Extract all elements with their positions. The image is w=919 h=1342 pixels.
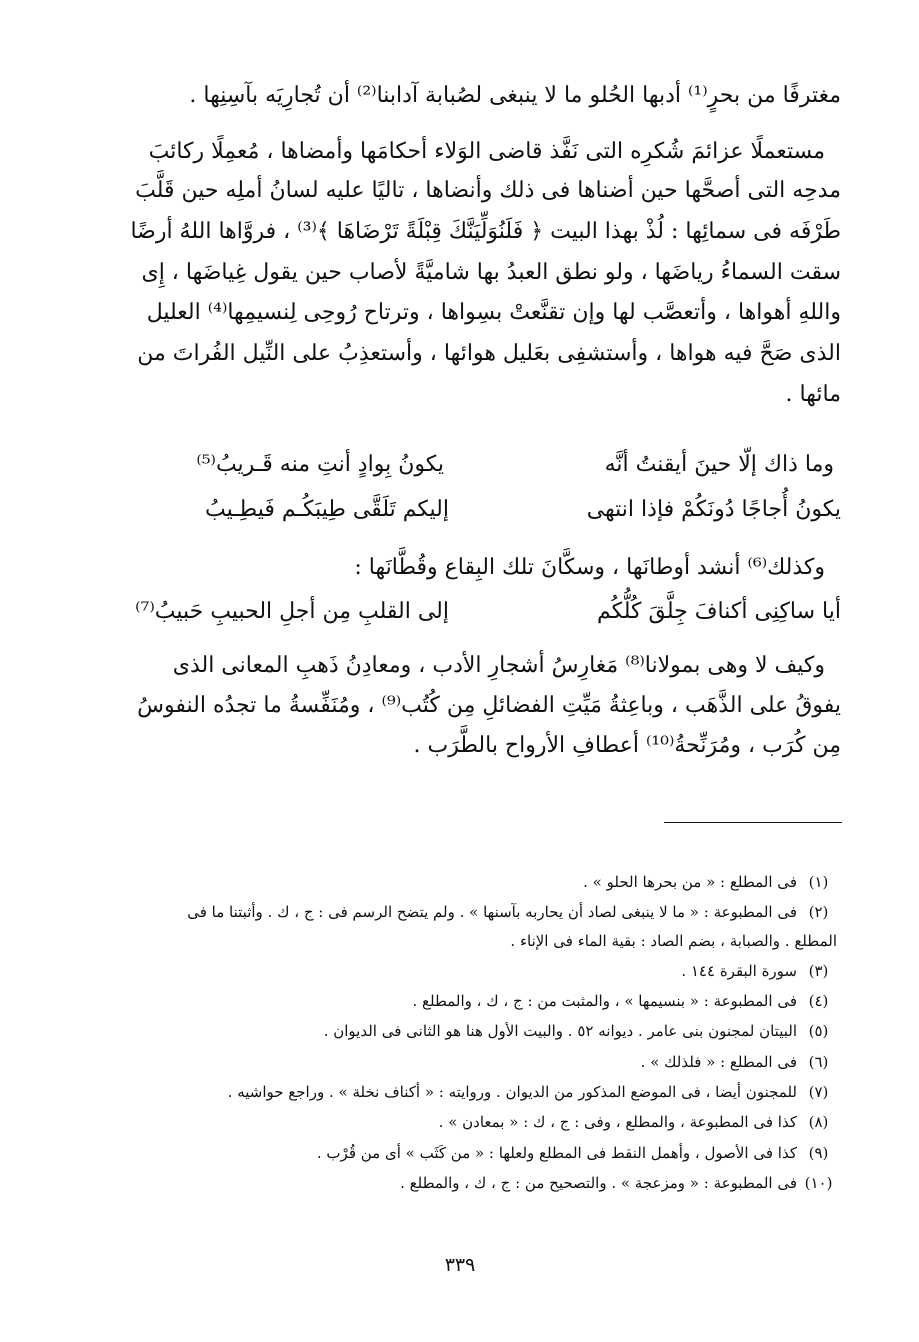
footnote-text: فى المطبوعة : « ومزعجة » . والتصحيح من : ج ، ك ، والمطلع . <box>400 1174 797 1192</box>
footnote-number: (٥) <box>808 1022 829 1040</box>
footnote-number: (٧) <box>808 1083 829 1101</box>
verse-hemistich: يكونُ أُجاجًا دُونَكُمْ فإذا انتهى <box>586 497 841 522</box>
verse-hemistich: وما ذاك إلّا حينَ أيقنتُ أنَّه <box>604 452 834 477</box>
footnote-number: (٦) <box>808 1053 829 1071</box>
footnote-text: فى المطلع : « من بحرها الحلو » . <box>583 873 797 891</box>
body-line: مائها . <box>785 382 841 407</box>
verse-hemistich: إلى القلبِ مِن أجلِ الحبيبِ حَبيبُ⁽⁷⁾ <box>135 599 449 624</box>
footnote-number: (٢) <box>808 903 829 921</box>
footnote-text: فى المطبوعة : « بنسيمها » ، والمثبت من : ج ، ك ، والمطلع . <box>412 992 797 1010</box>
footnote-number: (٩) <box>808 1144 829 1162</box>
footnote-number: (١٠) <box>804 1174 833 1192</box>
footnote-text: فى المطبوعة : « ما لا ينبغى لصاد أن يحاربه بآسنها » . ولم يتضح الرسم فى : ج ، ك . وأثبتنا ما فى <box>187 903 797 921</box>
body-line: سقت السماءُ رياضَها ، ولو نطق العبدُ بها شاميَّةً لأصاب حين يقول غِياضَها ، إِى <box>141 260 841 285</box>
verse-hemistich: إليكم تَلَقَّى طِيبَكُـم فَيطِـيبُ <box>204 497 449 522</box>
body-line: يفوقُ على الذَّهَب ، وباعِثةُ مَيِّتِ الفضائلِ مِن كُتُب⁽⁹⁾ ، ومُنَفِّسةُ ما تجدُه النفوسُ <box>137 693 841 718</box>
footnote-text: المطلع . والصبابة ، بضم الصاد : بقية الماء فى الإناء . <box>510 932 837 950</box>
body-line: مِن كُرَب ، ومُرَنِّحةُ⁽¹⁰⁾ أعطافِ الأرواح بالطَّرَب . <box>413 733 841 758</box>
footnote-number: (٨) <box>808 1113 829 1131</box>
body-line: واللهِ أهواها ، وأتعصَّب لها وإن تقنَّعتْ بسِواها ، وترتاح رُوحِى لِنسيمِها⁽⁴⁾ العليل <box>146 300 841 325</box>
body-line: الذى صَحَّ فيه هواها ، وأستشفِى بعَليل هوائها ، وأستعذِبُ على النِّيل الفُراتَ من <box>137 341 841 366</box>
footnote-divider <box>664 822 842 823</box>
footnote-text: كذا فى الأصول ، وأهمل النقط فى المطلع ولعلها : « من كَثَب » أى من قُرْب . <box>316 1144 797 1162</box>
verse-hemistich: أيا ساكِنِى أكنافَ جِلَّقَ كُلُّكُم <box>596 599 841 624</box>
footnote-text: البيتان لمجنون بنى عامر . ديوانه ٥٢ . والبيت الأول هنا هو الثانى فى الديوان . <box>323 1022 797 1040</box>
body-line: مستعملًا عزائمَ شُكرِه التى نَفَّذ قاضى الوَلاء أحكامَها وأمضاها ، مُعمِلًا ركائبَ <box>148 139 825 164</box>
body-line: وكيف لا وهى بمولانا⁽⁸⁾ مَغارِسُ أشجارِ الأدب ، ومعادِنُ ذَهبِ المعانى الذى <box>172 653 825 678</box>
page-number: ٣٣٩ <box>444 1254 476 1276</box>
footnote-number: (٣) <box>808 962 829 980</box>
footnote-text: للمجنون أيضا ، فى الموضع المذكور من الديوان . وروايته : « أكناف نخلة » . وراجع حواشيه . <box>227 1083 797 1101</box>
body-line: وكذلك⁽⁶⁾ أنشد أوطانَها ، وسكَّانَ تلك البِقاع وقُطَّانَها : <box>354 555 825 580</box>
verse-hemistich: يكونُ بِوادٍ أنتِ منه قَـريبُ⁽⁵⁾ <box>196 452 444 477</box>
footnote-text: سورة البقرة ١٤٤ . <box>681 962 797 980</box>
body-line: طَرْفَه فى سمائِها : لُذْ بهذا البيت ﴿ فَلَنُوَلِّيَنَّكَ قِبْلَةً تَرْضَاهَا ﴾⁽³⁾ ، فروَّاها اللهُ أرضًا <box>130 219 841 244</box>
footnote-number: (٤) <box>808 992 829 1010</box>
footnote-text: فى المطلع : « فلذلك » . <box>640 1053 797 1071</box>
body-line: مغترفًا من بحرٍ⁽¹⁾ أدبها الحُلو ما لا ينبغى لصُبابة آدابنا⁽²⁾ أن تُجارِيَه بآسِنِها . <box>189 83 841 108</box>
footnote-text: كذا فى المطبوعة ، والمطلع ، وفى : ج ، ك : « بمعادن » . <box>438 1113 797 1131</box>
body-line: مدحِه التى أصحَّها حين أضناها فى ذلك وأنضاها ، تاليًا عليه لسانُ أملِه حين قَلَّبَ <box>135 178 841 203</box>
footnote-number: (١) <box>808 873 829 891</box>
